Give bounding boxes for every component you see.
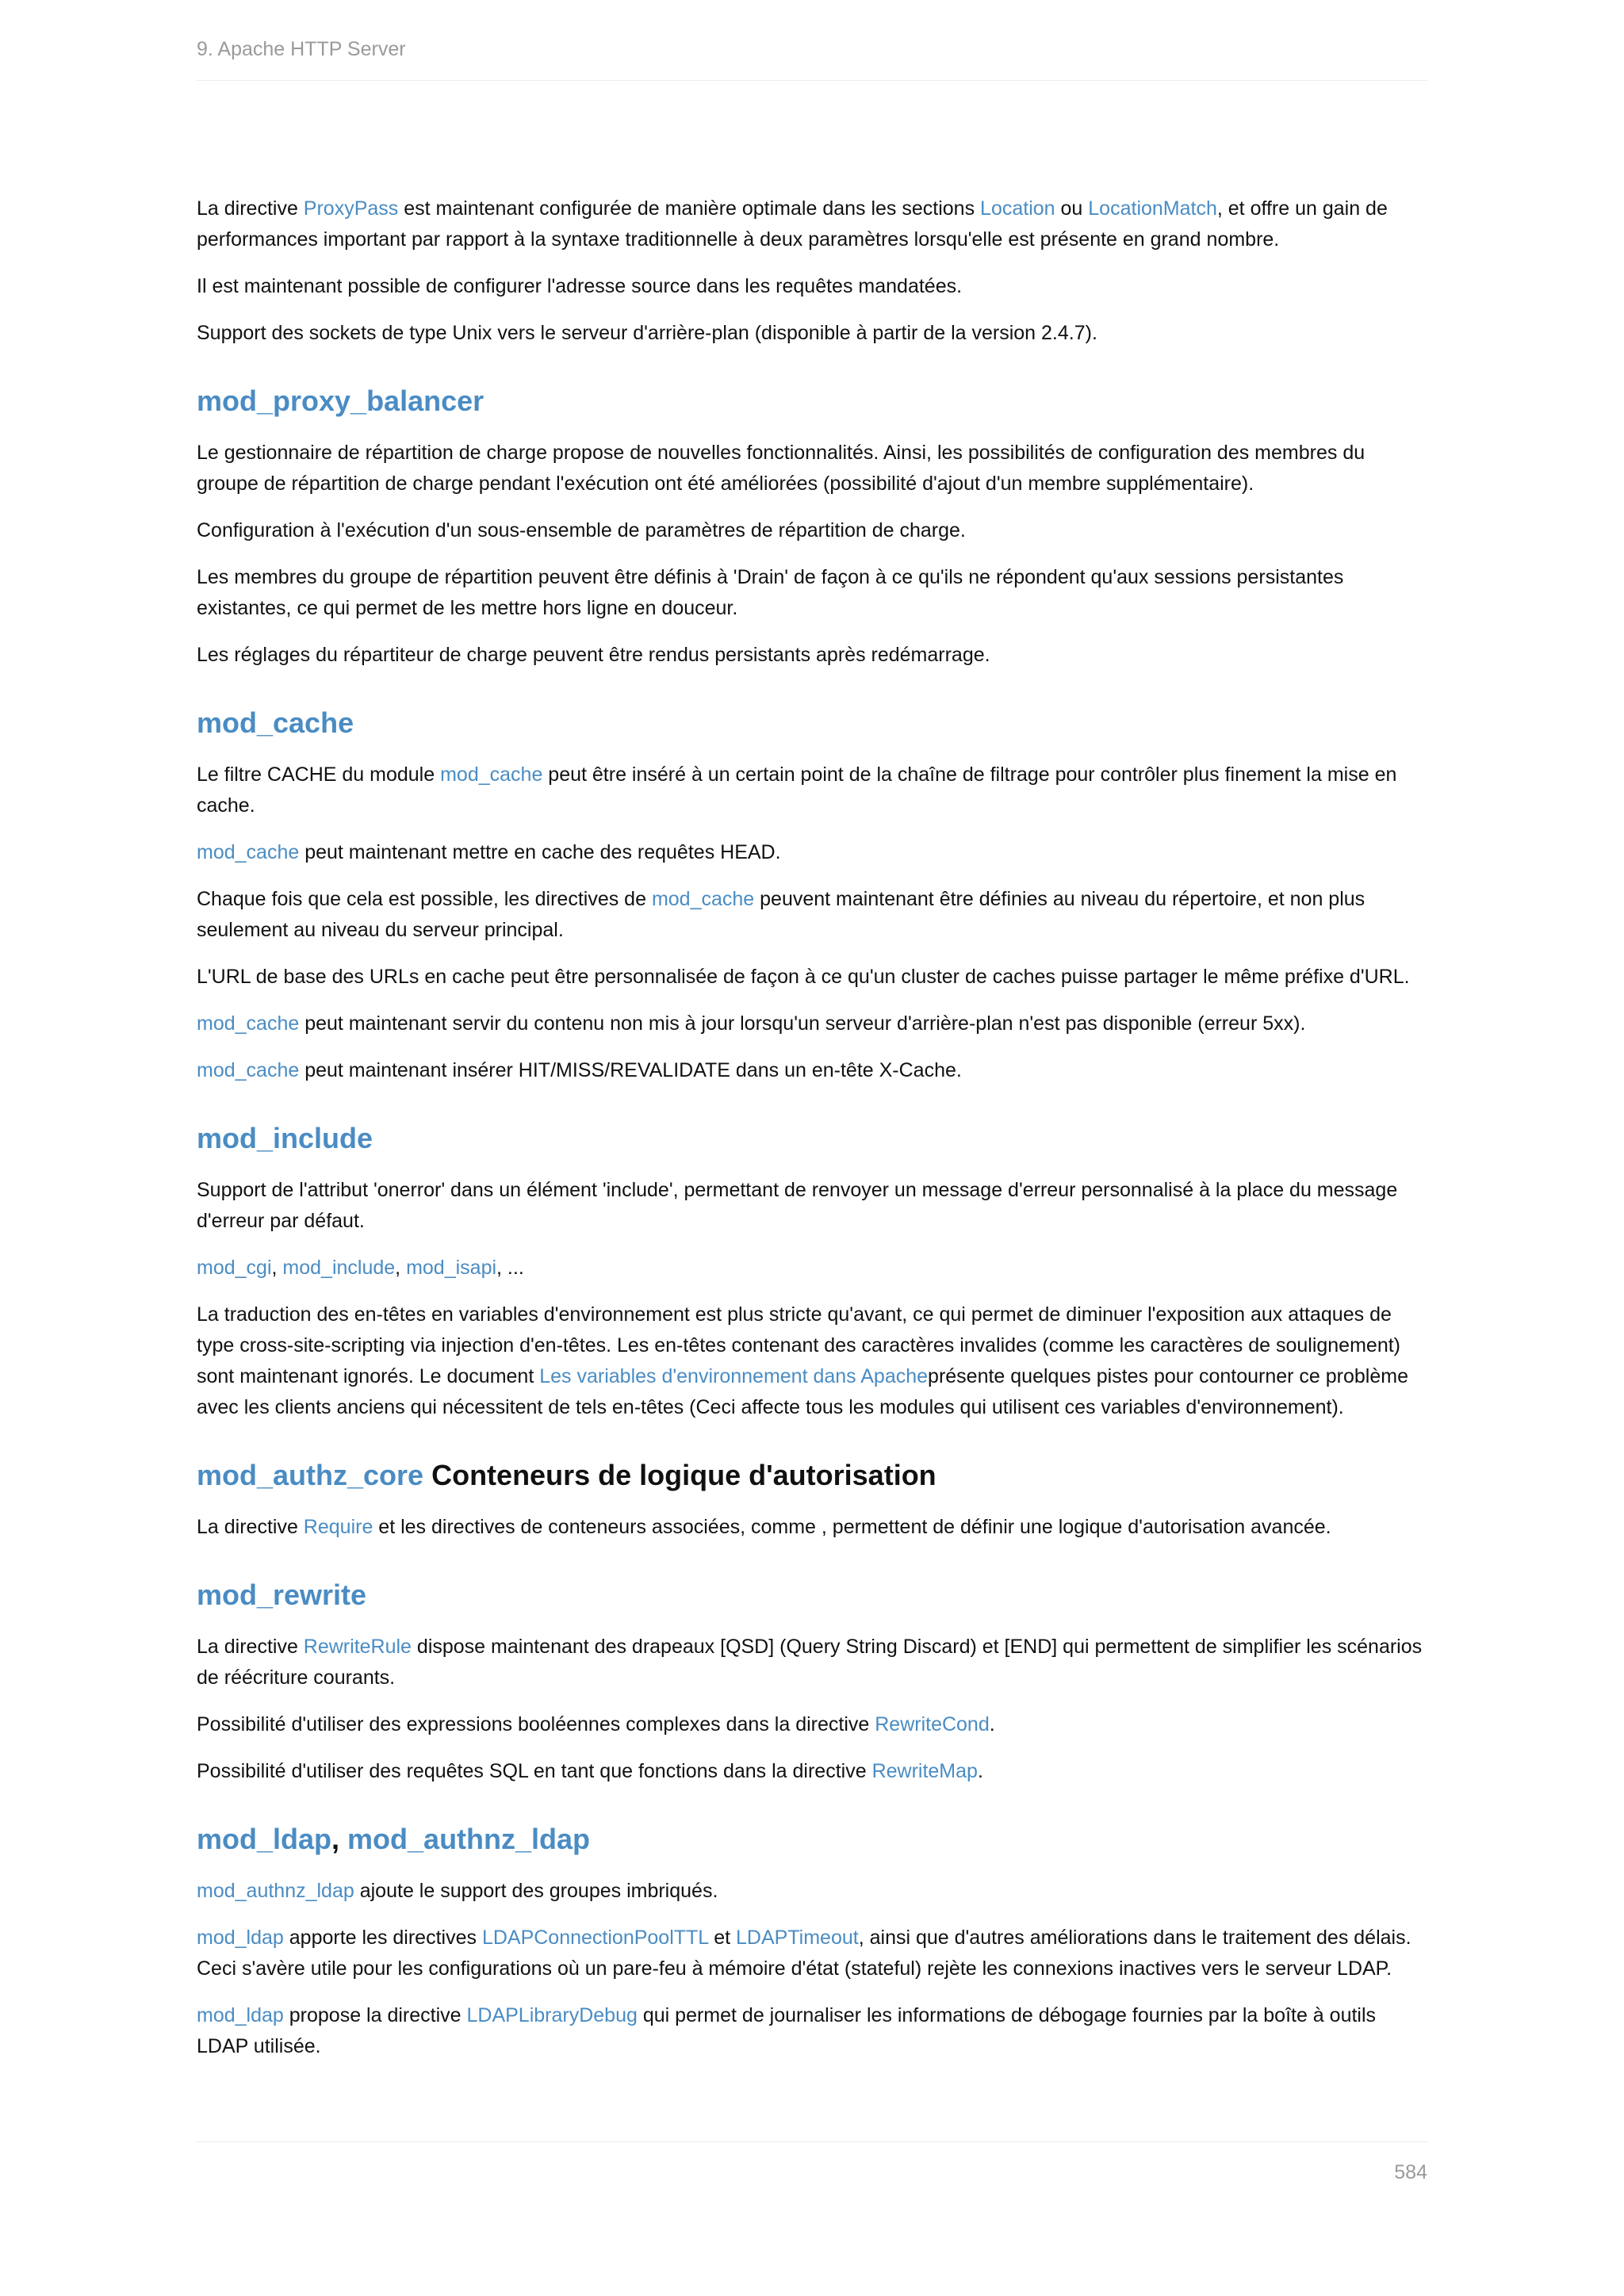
paragraph: La traduction des en-têtes en variables d'environnement est plus stricte qu'avant, ce qui permet de diminuer l'exposition aux attaques de type cross-site-scripting via injection d'en-têtes. Les en-têtes contenant des caractères invalides (comme les caractères de soulignement) sont maintenant ignorés. Le document Les variables d'environnement dans Apacheprésente quelques pistes pour contourner ce problème avec les clients anciens qui nécessitent de tels en-têtes (Ceci affecte tous les modules qui utilisent ces variables d'environnement).	[197, 1303, 1408, 1418]
link-mod-ldap[interactable]: mod_ldap	[197, 2004, 284, 2026]
paragraph: Les réglages du répartiteur de charge peuvent être rendus persistants après redémarrage.	[197, 644, 990, 666]
section-heading-mod-proxy-balancer: mod_proxy_balancer	[197, 385, 485, 417]
page-number: 584	[1394, 2161, 1427, 2183]
paragraph: mod_cache peut maintenant insérer HIT/MISS/REVALIDATE dans un en-tête X-Cache.	[197, 1059, 962, 1081]
paragraph: La directive RewriteRule dispose maintenant des drapeaux [QSD] (Query String Discard) et [END] qui permettent de simplifier les scénarios de réécriture courants.	[197, 1636, 1423, 1689]
link-rewritecond[interactable]: RewriteCond	[875, 1713, 990, 1735]
paragraph: mod_cache peut maintenant servir du contenu non mis à jour lorsqu'un serveur d'arrière-plan n'est pas disponible (erreur 5xx).	[197, 1012, 1306, 1035]
link-mod-authz-core[interactable]: mod_authz_core	[197, 1459, 424, 1491]
paragraph: Il est maintenant possible de configurer l'adresse source dans les requêtes mandatées.	[197, 275, 963, 297]
link-require[interactable]: Require	[303, 1516, 373, 1538]
paragraph: Le gestionnaire de répartition de charge propose de nouvelles fonctionnalités. Ainsi, les possibilités de configuration des membres du groupe de répartition de charge pendant l'exécution ont été améliorées (possibilité d'ajout d'un membre supplémentaire).	[197, 442, 1365, 495]
document-page	[197, 0, 1427, 2296]
link-mod-ldap[interactable]: mod_ldap	[197, 1823, 332, 1855]
link-mod-isapi[interactable]: mod_isapi	[406, 1257, 497, 1279]
link-mod-ldap[interactable]: mod_ldap	[197, 1927, 284, 1949]
running-header: 9. Apache HTTP Server	[197, 38, 1427, 81]
paragraph: L'URL de base des URLs en cache peut être personnalisée de façon à ce qu'un cluster de caches puisse partager le même préfixe d'URL.	[197, 966, 1410, 988]
link-mod-cache[interactable]: mod_cache	[651, 888, 755, 910]
link-rewritemap[interactable]: RewriteMap	[871, 1760, 978, 1782]
link-mod-cache[interactable]: mod_cache	[197, 841, 300, 863]
link-ldaplibrarydebug[interactable]: LDAPLibraryDebug	[466, 2004, 638, 2026]
link-mod-cache[interactable]: mod_cache	[440, 763, 543, 786]
paragraph: mod_ldap propose la directive LDAPLibraryDebug qui permet de journaliser les informations de débogage fournies par la boîte à outils LDAP utilisée.	[197, 2004, 1377, 2057]
paragraph: mod_ldap apporte les directives LDAPConnectionPoolTTL et LDAPTimeout, ainsi que d'autres améliorations dans le traitement des délais. Ceci s'avère utile pour les configurations où un pare-feu à mémoire d'état (stateful) rejète les connexions inactives vers le serveur LDAP.	[197, 1927, 1411, 1980]
link-location[interactable]: Location	[980, 197, 1055, 220]
paragraph: Support des sockets de type Unix vers le serveur d'arrière-plan (disponible à partir de la version 2.4.7).	[197, 322, 1097, 344]
link-locationmatch[interactable]: LocationMatch	[1088, 197, 1217, 220]
paragraph: Possibilité d'utiliser des expressions booléennes complexes dans la directive RewriteCond.	[197, 1713, 995, 1735]
link-mod-cache[interactable]: mod_cache	[197, 1012, 300, 1035]
section-heading-mod-ldap: mod_ldap, mod_authnz_ldap	[197, 1823, 591, 1855]
section-heading-mod-rewrite: mod_rewrite	[197, 1578, 367, 1611]
link-ldaptimeout[interactable]: LDAPTimeout	[736, 1927, 859, 1949]
paragraph: mod_cache peut maintenant mettre en cache des requêtes HEAD.	[197, 841, 781, 863]
heading-text: Conteneurs de logique d'autorisation	[423, 1459, 936, 1491]
section-heading-mod-include: mod_include	[197, 1122, 373, 1154]
link-mod-authnz-ldap[interactable]: mod_authnz_ldap	[197, 1880, 354, 1902]
paragraph: mod_cgi, mod_include, mod_isapi, ...	[197, 1257, 524, 1279]
paragraph: Configuration à l'exécution d'un sous-ensemble de paramètres de répartition de charge.	[197, 519, 966, 541]
paragraph: Le filtre CACHE du module mod_cache peut être inséré à un certain point de la chaîne de filtrage pour contrôler plus finement la mise en cache.	[197, 763, 1397, 817]
paragraph: La directive Require et les directives de conteneurs associées, comme , permettent de définir une logique d'autorisation avancée.	[197, 1516, 1331, 1538]
paragraph: mod_authnz_ldap ajoute le support des groupes imbriqués.	[197, 1880, 718, 1902]
link-mod-cgi[interactable]: mod_cgi	[197, 1257, 272, 1279]
section-heading-mod-cache: mod_cache	[197, 706, 354, 739]
link-mod-cache[interactable]: mod_cache	[197, 1059, 300, 1081]
link-mod-authnz-ldap[interactable]: mod_authnz_ldap	[347, 1823, 591, 1855]
paragraph: Possibilité d'utiliser des requêtes SQL en tant que fonctions dans la directive RewriteMap.	[197, 1760, 983, 1782]
paragraph: Support de l'attribut 'onerror' dans un élément 'include', permettant de renvoyer un message d'erreur personnalisé à la place du message d'erreur par défaut.	[197, 1179, 1398, 1232]
section-heading-mod-authz-core	[197, 1456, 1427, 1494]
page-content	[197, 193, 1427, 2078]
paragraph: La directive ProxyPass est maintenant configurée de manière optimale dans les sections Location ou LocationMatch, et offre un gain de performances important par rapport à la syntaxe traditionnelle à deux paramètres lorsqu'elle est présente en grand nombre.	[197, 197, 1388, 251]
paragraph: Les membres du groupe de répartition peuvent être définis à 'Drain' de façon à ce qu'ils ne répondent qu'aux sessions persistantes existantes, ce qui permet de les mettre hors ligne en douceur.	[197, 566, 1344, 619]
link-rewriterule[interactable]: RewriteRule	[303, 1636, 412, 1658]
link-env-variables[interactable]: Les variables d'environnement dans Apache	[539, 1365, 929, 1387]
link-proxypass[interactable]: ProxyPass	[303, 197, 399, 220]
running-footer	[197, 2141, 1427, 2183]
paragraph: Chaque fois que cela est possible, les directives de mod_cache peuvent maintenant être définies au niveau du répertoire, et non plus seulement au niveau du serveur principal.	[197, 888, 1365, 941]
link-ldapconnectionpoolttl[interactable]: LDAPConnectionPoolTTL	[481, 1927, 709, 1949]
link-mod-include[interactable]: mod_include	[282, 1257, 396, 1279]
